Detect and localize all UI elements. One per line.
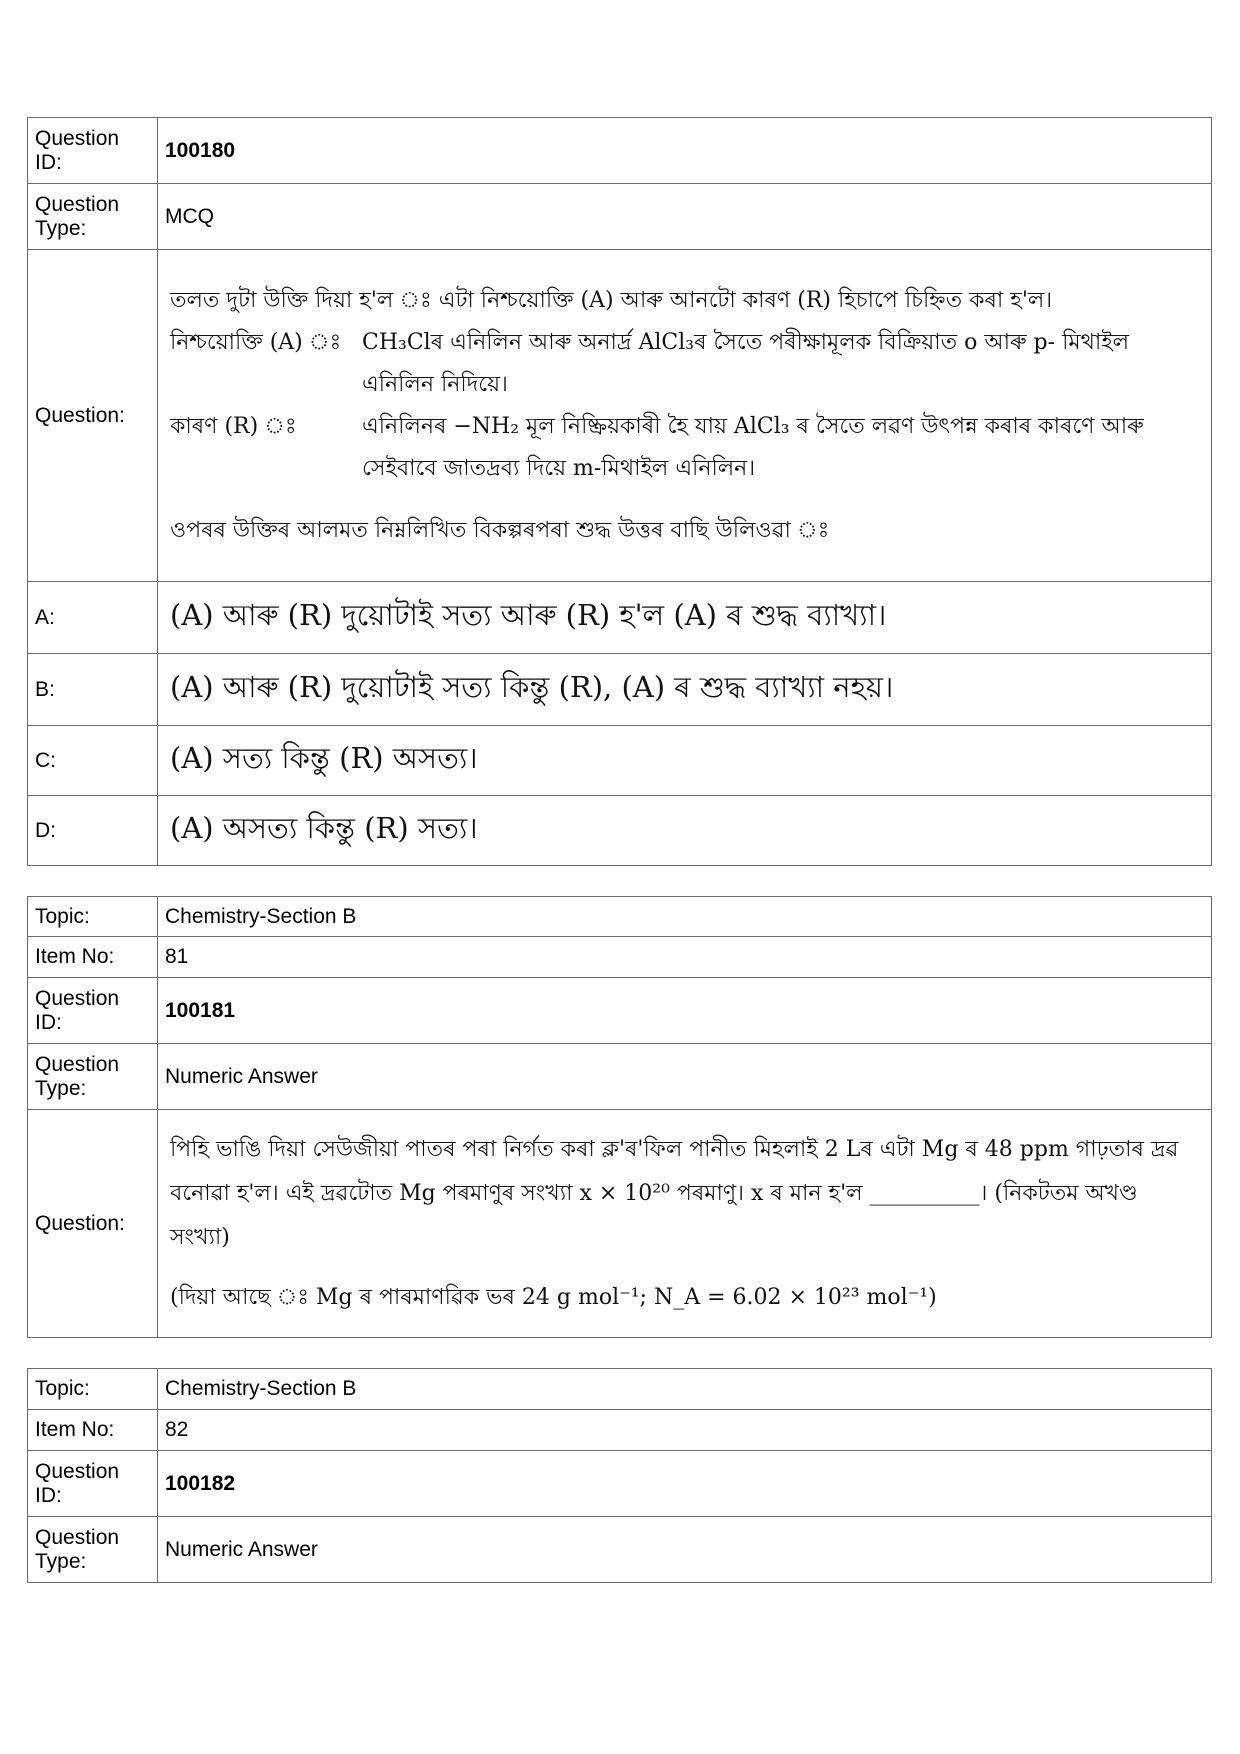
question-id-row	[28, 978, 1212, 1044]
question-id-value: 100182	[158, 1451, 1212, 1517]
topic-row	[28, 1369, 1212, 1410]
question-body	[158, 250, 1212, 582]
question-type-row	[28, 1517, 1212, 1583]
question-id-row	[28, 1451, 1212, 1517]
option-c-label: C:	[28, 726, 158, 796]
item-no-value: 81	[158, 937, 1212, 978]
question-row	[28, 250, 1212, 582]
item-no-row	[28, 1410, 1212, 1451]
topic-row	[28, 897, 1212, 937]
question-id-value: 100181	[158, 978, 1212, 1044]
question-table-100180	[27, 117, 1212, 866]
question-label: Question:	[28, 250, 158, 582]
question-type-row	[28, 184, 1212, 250]
assertion-text: CH₃Clৰ এনিলিন আৰু অনাৰ্দ্ৰ AlCl₃ৰ সৈতে পৰীক্ষামূলক বিক্ৰিয়াত o আৰু p- মিথাইল এনিলিন নিদিয়ে।	[362, 329, 1130, 397]
question-type-label: Question Type:	[28, 184, 158, 250]
question-type-value: Numeric Answer	[158, 1517, 1212, 1583]
question-table-100181	[27, 896, 1212, 1338]
question-id-row	[28, 118, 1212, 184]
option-a-label: A:	[28, 582, 158, 654]
option-d-text: (A) অসত্য কিন্তু (R) সত্য।	[158, 796, 1212, 866]
reason-label: কাৰণ (R) ঃ	[170, 413, 297, 439]
item-no-value: 82	[158, 1410, 1212, 1451]
question-type-label: Question Type:	[28, 1517, 158, 1583]
question-type-value: Numeric Answer	[158, 1044, 1212, 1110]
question-given: (দিয়া আছে ঃ Mg ৰ পাৰমাণৱিক ভৰ 24 g mol⁻¹; N_A = 6.02 × 10²³ mol⁻¹)	[170, 1284, 937, 1310]
topic-label: Topic:	[28, 897, 158, 937]
option-row-b	[28, 654, 1212, 726]
question-label: Question:	[28, 1110, 158, 1338]
option-row-c	[28, 726, 1212, 796]
question-type-row	[28, 1044, 1212, 1110]
option-b-label: B:	[28, 654, 158, 726]
question-row	[28, 1110, 1212, 1338]
question-text: পিহি ভাঙি দিয়া সেউজীয়া পাতৰ পৰা নিৰ্গত কৰা ক্ল'ৰ'ফিল পানীত মিহলাই 2 Lৰ এটা Mg ৰ 48 ppm গাঢ়তাৰ দ্ৰৱ বনোৱা হ'ল। এই দ্ৰৱটোত Mg পৰমাণুৰ সংখ্যা x × 10²⁰ পৰমাণু। x ৰ মান হ'ল __________। (নিকটতম অখণ্ড সংখ্যা)	[170, 1136, 1179, 1250]
assertion-label: নিশ্চয়োক্তি (A) ঃ	[170, 329, 342, 355]
question-type-label: Question Type:	[28, 1044, 158, 1110]
topic-value: Chemistry-Section B	[158, 897, 1212, 937]
question-intro: তলত দুটা উক্তি দিয়া হ'ল ঃ এটা নিশ্চয়োক্তি (A) আৰু আনটো কাৰণ (R) হিচাপে চিহ্নিত কৰা হ'ল।	[170, 287, 1053, 313]
question-id-value: 100180	[158, 118, 1212, 184]
item-no-row	[28, 937, 1212, 978]
topic-value: Chemistry-Section B	[158, 1369, 1212, 1410]
option-d-label: D:	[28, 796, 158, 866]
topic-label: Topic:	[28, 1369, 158, 1410]
question-id-label: Question ID:	[28, 978, 158, 1044]
option-row-a	[28, 582, 1212, 654]
option-b-text: (A) আৰু (R) দুয়োটাই সত্য কিন্তু (R), (A) ৰ শুদ্ধ ব্যাখ্যা নহয়।	[158, 654, 1212, 726]
question-body	[158, 1110, 1212, 1338]
reason-text: এনিলিনৰ −NH₂ মূল নিষ্ক্ৰিয়কাৰী হৈ যায় AlCl₃ ৰ সৈতে লৱণ উৎপন্ন কৰাৰ কাৰণে আৰু সেইবাবে জাতদ্ৰব্য দিয়ে m-মিথাইল এনিলিন।	[362, 413, 1144, 481]
item-no-label: Item No:	[28, 937, 158, 978]
question-table-100182	[27, 1368, 1212, 1583]
option-a-text: (A) আৰু (R) দুয়োটাই সত্য আৰু (R) হ'ল (A) ৰ শুদ্ধ ব্যাখ্যা।	[158, 582, 1212, 654]
item-no-label: Item No:	[28, 1410, 158, 1451]
question-id-label: Question ID:	[28, 1451, 158, 1517]
question-id-label: Question ID:	[28, 118, 158, 184]
question-instruction: ওপৰৰ উক্তিৰ আলমত নিম্নলিখিত বিকল্পৰপৰা শুদ্ধ উত্তৰ বাছি উলিওৱা ঃ	[170, 517, 830, 543]
reason-row	[170, 406, 1199, 490]
assertion-row	[170, 322, 1199, 406]
question-type-value: MCQ	[158, 184, 1212, 250]
option-c-text: (A) সত্য কিন্তু (R) অসত্য।	[158, 726, 1212, 796]
option-row-d	[28, 796, 1212, 866]
